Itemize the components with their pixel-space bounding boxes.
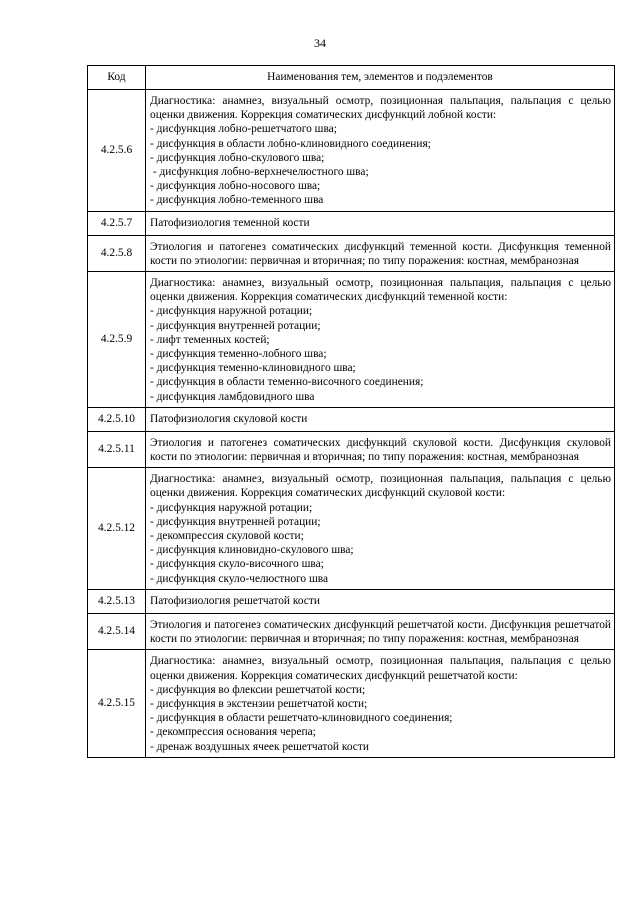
list-item: - дисфункция скуло-височного шва; — [150, 558, 324, 571]
header-name: Наименования тем, элементов и подэлементов — [146, 66, 615, 90]
row-text: Диагностика: анамнез, визуальный осмотр, позиционная пальпация, пальпация с целью оценки движения. Коррекция соматических дисфункций лобной кости: — [150, 95, 611, 122]
list-item: - дисфункция лобно-верхнечелюстного шва; — [150, 166, 369, 179]
row-content — [146, 431, 615, 467]
list-item: - дисфункция лобно-решетчатого шва; — [150, 123, 337, 136]
row-code: 4.2.5.9 — [88, 272, 146, 408]
table-row — [88, 613, 615, 649]
row-code: 4.2.5.10 — [88, 407, 146, 431]
row-code: 4.2.5.7 — [88, 211, 146, 235]
table-row — [88, 431, 615, 467]
table-row — [88, 211, 615, 235]
curriculum-table — [87, 65, 615, 758]
row-code: 4.2.5.13 — [88, 589, 146, 613]
list-item: - дисфункция в области лобно-клиновидного соединения; — [150, 137, 431, 150]
row-code: 4.2.5.14 — [88, 613, 146, 649]
row-text: Патофизиология теменной кости — [150, 217, 310, 230]
row-content — [146, 650, 615, 757]
row-text: Диагностика: анамнез, визуальный осмотр, позиционная пальпация, пальпация с целью оценки движения. Коррекция соматических дисфункций скуловой кости: — [150, 473, 611, 500]
row-text: Диагностика: анамнез, визуальный осмотр, позиционная пальпация, пальпация с целью оценки движения. Коррекция соматических дисфункций теменной кости: — [150, 277, 611, 304]
table-row — [88, 235, 615, 271]
list-item: - дисфункция лобно-скулового шва; — [150, 151, 325, 164]
row-text: Этиология и патогенез соматических дисфункций скуловой кости. Дисфункция скуловой кости по этиологии: первичная и вторичная; по типу поражения: костная, мембранозная — [150, 436, 611, 464]
row-text: Патофизиология скуловой кости — [150, 413, 308, 426]
list-item: - лифт теменных костей; — [150, 333, 270, 346]
row-content — [146, 407, 615, 431]
row-content — [146, 90, 615, 212]
table-row — [88, 650, 615, 757]
list-item: - дисфункция наружной ротации; — [150, 305, 313, 318]
row-content — [146, 613, 615, 649]
table-row — [88, 589, 615, 613]
row-content — [146, 235, 615, 271]
row-code: 4.2.5.12 — [88, 468, 146, 590]
table-row — [88, 407, 615, 431]
list-item: - дисфункция наружной ротации; — [150, 501, 313, 514]
list-item: - дисфункция лобно-носового шва; — [150, 180, 321, 193]
row-content — [146, 589, 615, 613]
row-text: Патофизиология решетчатой кости — [150, 595, 320, 608]
list-item: - дисфункция внутренней ротации; — [150, 515, 321, 528]
row-text: Этиология и патогенез соматических дисфункций теменной кости. Дисфункция теменной кости по этиологии: первичная и вторичная; по типу поражения: костная, мембранозная — [150, 240, 611, 267]
list-item: - дисфункция лобно-теменного шва — [150, 194, 324, 207]
list-item: - дисфункция теменно-лобного шва; — [150, 348, 327, 361]
list-item: - дренаж воздушных ячеек решетчатой кости — [150, 740, 369, 753]
list-item: - декомпрессия скуловой кости; — [150, 530, 304, 543]
page-number: 34 — [314, 36, 326, 50]
table-header-row — [88, 66, 615, 90]
list-item: - дисфункция внутренней ротации; — [150, 319, 321, 332]
row-content — [146, 468, 615, 590]
list-item: - дисфункция в области решетчато-клиновидного соединения; — [150, 712, 453, 725]
list-item: - дисфункция в области теменно-височного соединения; — [150, 376, 424, 389]
table-row — [88, 90, 615, 212]
list-item: - дисфункция во флексии решетчатой кости; — [150, 683, 366, 696]
table-row — [88, 468, 615, 590]
row-text: Этиология и патогенез соматических дисфункций решетчатой кости. Дисфункция решетчатой кости по этиологии: первичная и вторичная; по типу поражения: костная, мембранозная — [150, 618, 611, 646]
list-item: - дисфункция в экстензии решетчатой кости; — [150, 697, 368, 710]
row-code: 4.2.5.8 — [88, 235, 146, 271]
list-item: - дисфункция теменно-клиновидного шва; — [150, 362, 356, 375]
row-code: 4.2.5.6 — [88, 90, 146, 212]
list-item: - декомпрессия основания черепа; — [150, 726, 316, 739]
list-item: - дисфункция клиновидно-скулового шва; — [150, 544, 354, 557]
list-item: - дисфункция ламбдовидного шва — [150, 390, 315, 403]
row-text: Диагностика: анамнез, визуальный осмотр, позиционная пальпация, пальпация с целью оценки движения. Коррекция соматических дисфункций решетчатой кости: — [150, 655, 611, 682]
table-row — [88, 272, 615, 408]
row-content — [146, 272, 615, 408]
row-code: 4.2.5.11 — [88, 431, 146, 467]
row-code: 4.2.5.15 — [88, 650, 146, 757]
header-code: Код — [88, 66, 146, 90]
row-content — [146, 211, 615, 235]
list-item: - дисфункция скуло-челюстного шва — [150, 572, 329, 585]
